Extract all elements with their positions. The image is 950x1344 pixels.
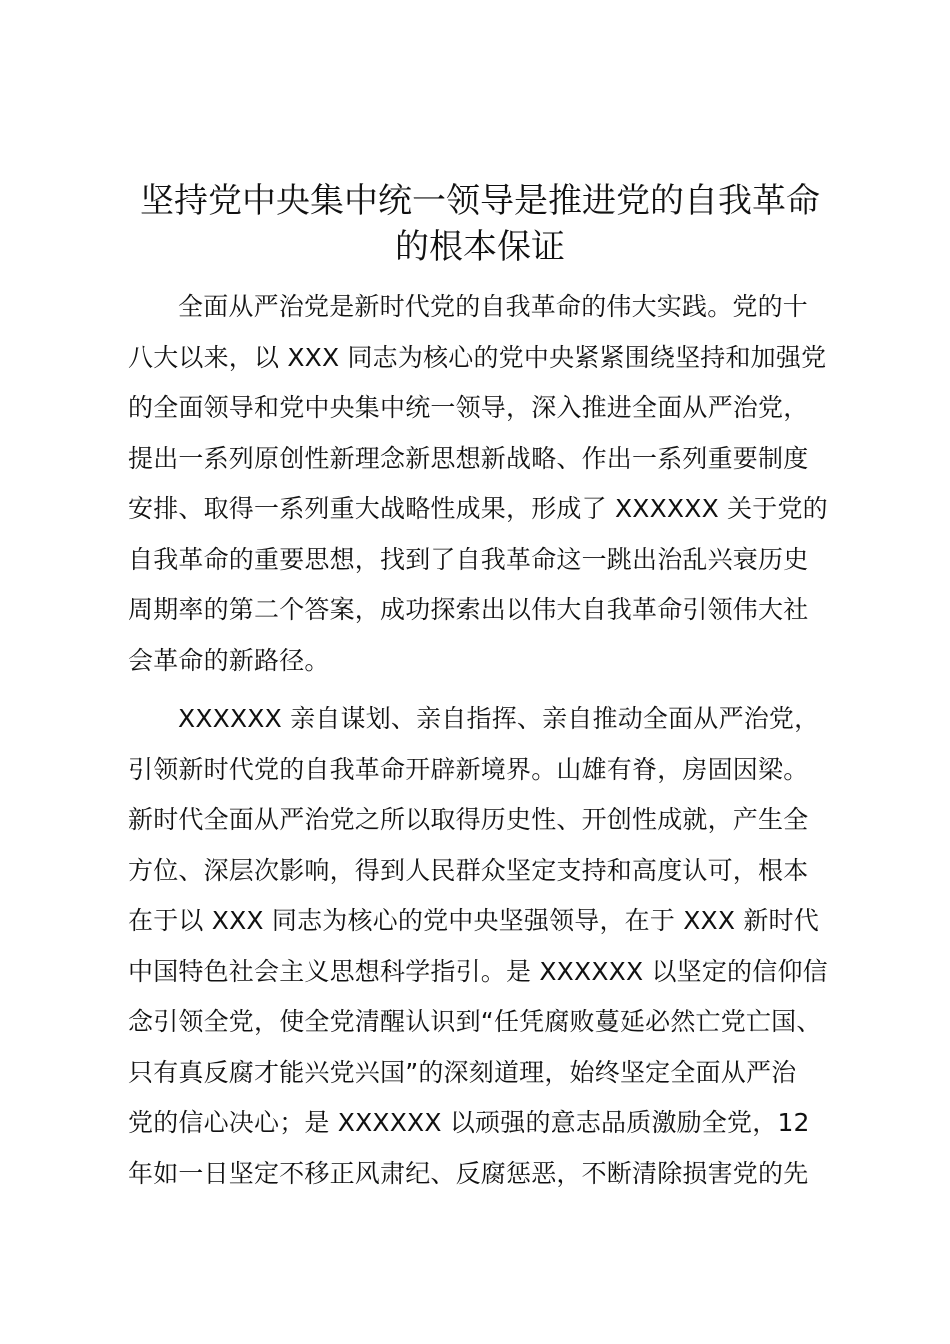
paragraph-line: 只有真反腐才能兴党兴国”的深刻道理，始终坚定全面从严治 <box>128 1057 797 1087</box>
title-line: 坚持党中央集中统一领导是推进党的自我革命 <box>140 181 820 221</box>
paragraph-line: 中国特色社会主义思想科学指引。是 XXXXXX 以坚定的信仰信 <box>128 956 828 986</box>
title-line: 的根本保证 <box>395 227 565 267</box>
document-title <box>120 178 840 270</box>
paragraph-line: 念引领全党，使全党清醒认识到“任凭腐败蔓延必然亡党亡国、 <box>128 1007 822 1036</box>
document-body <box>128 282 848 1207</box>
paragraph-line: 的全面领导和党中央集中统一领导，深入推进全面从严治党， <box>128 393 809 422</box>
paragraph-line: 方位、深层次影响，得到人民群众坚定支持和高度认可，根本 <box>128 855 809 885</box>
paragraph-line: 在于以 XXX 同志为核心的党中央坚强领导，在于 XXX 新时代 <box>128 906 819 935</box>
paragraph-2 <box>128 694 848 1199</box>
paragraph-line: 提出一系列原创性新理念新思想新战略、作出一系列重要制度 <box>128 443 809 473</box>
paragraph-line: 安排、取得一系列重大战略性成果，形成了 XXXXXX 关于党的 <box>128 494 828 523</box>
paragraph-line: 会革命的新路径。 <box>128 645 330 675</box>
paragraph-line: 全面从严治党是新时代党的自我革命的伟大实践。党的十 <box>178 292 809 321</box>
paragraph-line: 周期率的第二个答案，成功探索出以伟大自我革命引领伟大社 <box>128 595 809 624</box>
paragraph-line: 引领新时代党的自我革命开辟新境界。山雄有脊，房固因梁。 <box>128 754 809 784</box>
paragraph-line: 年如一日坚定不移正风肃纪、反腐惩恶，不断清除损害党的先 <box>128 1158 809 1188</box>
paragraph-line: XXXXXX 亲自谋划、亲自指挥、亲自推动全面从严治党， <box>178 704 820 733</box>
paragraph-line: 党的信心决心；是 XXXXXX 以顽强的意志品质激励全党，12 <box>128 1108 810 1137</box>
paragraph-line: 自我革命的重要思想，找到了自我革命这一跳出治乱兴衰历史 <box>128 544 809 574</box>
paragraph-1 <box>128 282 848 686</box>
paragraph-line: 八大以来，以 XXX 同志为核心的党中央紧紧围绕坚持和加强党 <box>128 342 827 372</box>
paragraph-line: 新时代全面从严治党之所以取得历史性、开创性成就，产生全 <box>128 805 809 834</box>
